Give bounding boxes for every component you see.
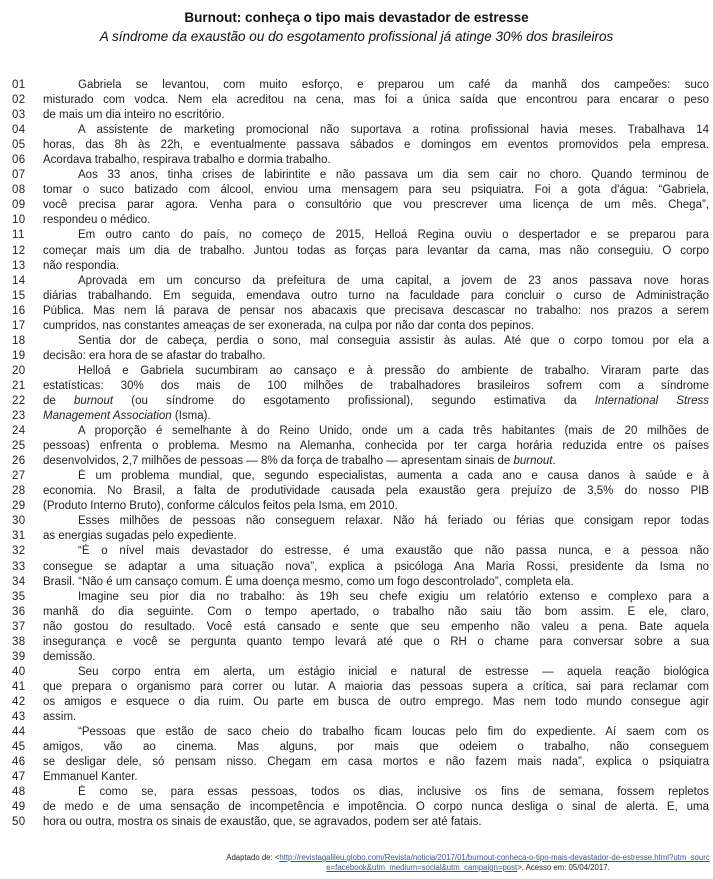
line-number: 45 [12,741,26,754]
line-number: 39 [12,650,26,663]
line-number: 21 [12,379,26,392]
line-row [0,409,709,424]
line-row [0,108,709,123]
line-number: 48 [12,786,26,799]
line-row [0,259,709,274]
line-number: 41 [12,680,26,693]
line-row [0,785,709,800]
line-text [43,605,709,620]
line-text [43,289,709,304]
line-text [43,710,709,725]
line-number: 02 [12,94,26,107]
line-text [43,499,709,514]
text-segment: horas, das 8h às 22h, e eventualmente passava sábados e domingos em eventos promovidos pela empresa. [43,139,709,152]
line-number: 19 [12,349,26,362]
line-text [43,484,709,499]
text-segment: respondeu o médico. [43,214,151,227]
text-segment: “É o nível mais devastador do estresse, é uma exaustão que não passa nunca, e a pessoa não [78,545,709,558]
line-text [43,78,709,93]
text-segment: misturado com vodca. Nem ela acreditou na cena, mas foi a única saída que encontrou para encarar o peso [43,94,709,107]
text-segment: que prepara o organismo para correr ou lutar. A maioria das pessoas supera a crítica, sai para reclamar com [43,680,709,693]
citation-suffix: >. Acesso em: 05/04/2017. [517,862,610,872]
line-number: 44 [12,726,26,739]
line-row [0,770,709,785]
text-segment: Esses milhões de pessoas não conseguem relaxar. Não há feriado ou férias que consigam repor todas [78,515,709,528]
line-row [0,695,709,710]
line-text [43,755,709,770]
text-segment: você precisa parar agora. Venha para o consultório que vou prescrever uma licença de um mês. Chega”, [43,199,709,212]
line-text [43,364,709,379]
line-number: 17 [12,319,26,332]
text-segment: Seu corpo entra em alerta, um estágio inicial e natural de estresse — aquela reação biológica [78,665,709,678]
text-segment: não respondia. [43,259,120,272]
line-text [43,560,709,575]
text-segment: assim. [43,710,77,723]
document-lines [0,78,709,830]
text-segment: consegue se adaptar a uma situação nova”, explica a psicóloga Ana Maria Rossi, presidente da Isma no [43,560,709,573]
line-number: 47 [12,771,26,784]
line-text [43,183,709,198]
line-row [0,605,709,620]
line-row [0,424,709,439]
text-segment: Emmanuel Kanter. [43,771,138,784]
line-number: 43 [12,710,26,723]
line-row [0,815,709,830]
text-segment: tomar o suco batizado com álcool, enviou uma mensagem para seu psiquiatra. Foi a gota d'água: “Gabriela, [43,184,709,197]
text-segment: os amigos e esquece o dia ruim. Ou parte em busca de outro emprego. Mas nem todo mundo consegue agir [43,695,709,708]
line-row [0,364,709,379]
line-text [43,138,709,153]
line-row [0,529,709,544]
line-row [0,800,709,815]
line-number: 18 [12,334,26,347]
line-number: 10 [12,214,26,227]
text-segment: Helloá e Gabriela sucumbiram ao cansaço e à pressão do ambiente de trabalho. Viraram parte das [78,364,709,377]
text-segment: Pública. Mas nem lá parava de pensar nos abacaxis que precisava descascar no trabalho: nos prazos a serem [43,304,709,317]
line-text [43,514,709,529]
line-row [0,93,709,108]
line-number: 15 [12,289,26,302]
line-text [43,274,709,289]
line-number: 27 [12,470,26,483]
line-row [0,394,709,409]
line-number: 50 [12,816,26,829]
line-text [43,304,709,319]
line-text [43,108,709,123]
line-row [0,274,709,289]
line-number: 22 [12,394,26,407]
line-row [0,499,709,514]
text-segment: Aos 33 anos, tinha crises de labirintite e não passava um dia sem cair no choro. Quando terminou de [78,169,709,182]
line-text [43,394,709,409]
text-segment: de mais um dia inteiro no escritório. [43,109,225,122]
line-number: 24 [12,425,26,438]
italic-segment: burnout [513,455,553,468]
line-number: 28 [12,485,26,498]
text-segment: A assistente de marketing promocional não suportava a rotina profissional havia meses. Trabalhava 14 [78,124,709,137]
text-segment: começar mais um dia de trabalho. Juntou todas as forças para levantar da cama, mas não conseguiu. O corpo [43,244,709,257]
line-row [0,710,709,725]
text-segment: . [552,455,556,468]
text-segment: É como se, para essas pessoas, todos os dias, inclusive os fins de semana, fossem repletos [78,786,709,799]
italic-segment: International Stress [594,394,709,407]
line-row [0,334,709,349]
line-number: 07 [12,169,26,182]
line-row [0,544,709,559]
text-segment: de medo e de uma sensação de incompetência e impotência. O corpo nunca desliga o sinal de alerta. E, uma [43,801,709,814]
text-segment: Em outro canto do país, no começo de 2015, Helloá Regina ouviu o despertador e se preparou para [78,229,709,242]
italic-segment: burnout [74,394,114,407]
text-segment: as energias sugadas pelo expediente. [43,530,237,543]
line-row [0,484,709,499]
line-number: 16 [12,304,26,317]
citation-prefix: Adaptado de: < [226,853,280,862]
line-row [0,244,709,259]
line-text [43,800,709,815]
document-subtitle: A síndrome da exaustão ou do esgotamento profissional já atinge 30% dos brasileiros [99,29,614,44]
line-row [0,725,709,740]
line-text [43,123,709,138]
italic-segment: Management Association [43,410,172,423]
line-text [43,213,709,228]
text-segment: Imagine seu pior dia no trabalho: às 19h seu chefe exigiu um relatório extenso e complexo para a [78,590,709,603]
line-text [43,695,709,710]
line-number: 12 [12,244,26,257]
line-number: 30 [12,515,26,528]
line-text [43,454,709,469]
line-row [0,590,709,605]
line-row [0,680,709,695]
text-segment: se desligar dele, só pensam nisso. Chegam em casa mortos e não fazem mais nada”, explica o psiquiatra [43,756,709,769]
document-title: Burnout: conheça o tipo mais devastador de estresse [184,10,529,25]
line-number: 38 [12,635,26,648]
text-segment: desenvolvidos, 2,7 milhões de pessoas — 8% da força de trabalho — apresentam sinais de [43,455,514,468]
line-text [43,228,709,243]
line-number: 23 [12,410,26,423]
line-number: 29 [12,500,26,513]
line-row [0,514,709,529]
line-row [0,153,709,168]
line-number: 26 [12,455,26,468]
line-number: 09 [12,199,26,212]
text-segment: Gabriela se levantou, com muito esforço, e preparou um café da manhã dos campeões: suco [78,79,709,91]
line-number: 40 [12,665,26,678]
text-segment: cumpridos, nas constantes ameaças de ser exonerada, na culpa por não dar conta dos pepinos. [43,319,534,332]
line-text [43,379,709,394]
text-segment: hora ou outra, mostra os sinais de exaustão, que, se agravados, podem ser até fatais. [43,816,482,829]
line-number: 04 [12,124,26,137]
line-number: 11 [12,229,25,242]
line-row [0,304,709,319]
text-segment: Aprovada em um concurso da prefeitura de uma capital, a jovem de 23 anos passava nove horas [78,274,709,287]
line-text [43,244,709,259]
text-segment: Acordava trabalho, respirava trabalho e dormia trabalho. [43,154,331,167]
line-row [0,78,709,93]
line-row [0,740,709,755]
text-segment: decisão: era hora de se afastar do trabalho. [43,349,266,362]
text-segment: economia. No Brasil, a falta de produtividade causada pela exaustão gera prejuízo de 3,5% do nosso PIB [43,485,709,498]
line-number: 25 [12,440,26,453]
line-text [43,168,709,183]
line-row [0,289,709,304]
line-number: 14 [12,274,26,287]
text-segment: amigos, vão ao cinema. Mas alguns, por mais que odeiem o trabalho, não conseguem [43,741,709,754]
line-text [43,725,709,740]
line-text [43,785,709,800]
line-row [0,665,709,680]
text-segment: diárias trabalhando. Em seguida, emendava outro turno na faculdade para concluir o curso de Administração [43,289,709,302]
line-text [43,575,709,590]
line-number: 35 [12,590,26,603]
line-row [0,575,709,590]
line-number: 05 [12,139,26,152]
line-text [43,439,709,454]
line-row [0,755,709,770]
text-segment: (ou síndrome do esgotamento profissional), segundo estimativa da [113,394,595,407]
line-row [0,183,709,198]
line-text [43,544,709,559]
text-segment: insegurança e você se pergunta quanto tempo levará até que o RH o chame para conversar sobre a sua [43,635,709,648]
line-number: 37 [12,620,26,633]
line-text [43,665,709,680]
line-number: 06 [12,154,26,167]
text-segment: “Pessoas que estão de saco cheio do trabalho ficam loucas pelo fim do expediente. Aí saem com os [78,726,709,739]
line-number: 49 [12,801,26,814]
text-segment: Brasil. “Não é um cansaço comum. É uma doença mesmo, como um fogo descontrolado”, completa ela. [43,575,574,588]
line-row [0,650,709,665]
line-text [43,635,709,650]
line-text [43,469,709,484]
text-segment: estatísticas: 30% dos mais de 100 milhões de trabalhadores brasileiros sofrem com a síndrome [43,379,709,392]
line-text [43,198,709,213]
line-number: 34 [12,575,26,588]
text-segment: (Produto Interno Bruto), conforme cálculos feitos pela Isma, em 2010. [43,500,398,513]
text-segment: Sentia dor de cabeça, perdia o sono, mal conseguia assistir às aulas. Até que o corpo tomou por ela a [78,334,709,347]
line-number: 01 [12,79,26,91]
line-row [0,635,709,650]
line-number: 46 [12,756,26,769]
line-row [0,469,709,484]
text-segment: manhã do dia seguinte. Com o tempo apertado, o trabalho não saiu tão bom assim. E ele, claro, [43,605,709,618]
line-row [0,620,709,635]
text-segment: demissão. [43,650,96,663]
line-number: 13 [12,259,26,272]
line-text [43,740,709,755]
line-row [0,138,709,153]
line-number: 20 [12,364,26,377]
line-row [0,439,709,454]
line-row [0,168,709,183]
text-segment: não gostou do resultado. Você está cansado e sente que seu empenho não valeu a pena. Bate aquela [43,620,709,633]
line-number: 32 [12,545,26,558]
line-text [43,620,709,635]
line-text [43,529,709,544]
line-text [43,259,709,274]
line-text [43,334,709,349]
line-text [43,424,709,439]
line-row [0,123,709,138]
line-text [43,770,709,785]
line-row [0,454,709,469]
text-segment: É um problema mundial, que, segundo especialistas, aumenta a cada ano e causa danos à saúde e à [78,470,709,483]
line-row [0,319,709,334]
line-row [0,560,709,575]
line-text [43,409,709,424]
line-text [43,319,709,334]
line-number: 36 [12,605,26,618]
text-segment: A proporção é semelhante à do Reino Unido, onde um a cada três habitantes (mais de 20 milhões de [78,425,709,438]
text-segment: (Isma). [171,410,211,423]
line-text [43,650,709,665]
line-number: 33 [12,560,26,573]
line-text [43,153,709,168]
line-text [43,349,709,364]
line-row [0,213,709,228]
line-row [0,379,709,394]
line-row [0,228,709,243]
line-text [43,590,709,605]
text-segment: de [43,394,75,407]
line-text [43,680,709,695]
source-citation [226,853,710,872]
line-number: 31 [12,530,26,543]
line-text [43,93,709,108]
line-number: 42 [12,695,26,708]
line-text [43,815,709,830]
line-row [0,349,709,364]
text-segment: pessoas) enfrenta o problema. Mesmo na Alemanha, conhecida por ter carga horária reduzida entre os países [43,440,709,453]
line-number: 03 [12,109,26,122]
source-link[interactable]: http://revistagalileu.globo.com/Revista/noticia/2017/01/burnout-conheca-o-tipo-mais-devastador-de-estresse.html?utm_source=facebook&utm_medium=social&utm_campaign=post [279,853,710,872]
line-number: 08 [12,184,26,197]
line-row [0,198,709,213]
